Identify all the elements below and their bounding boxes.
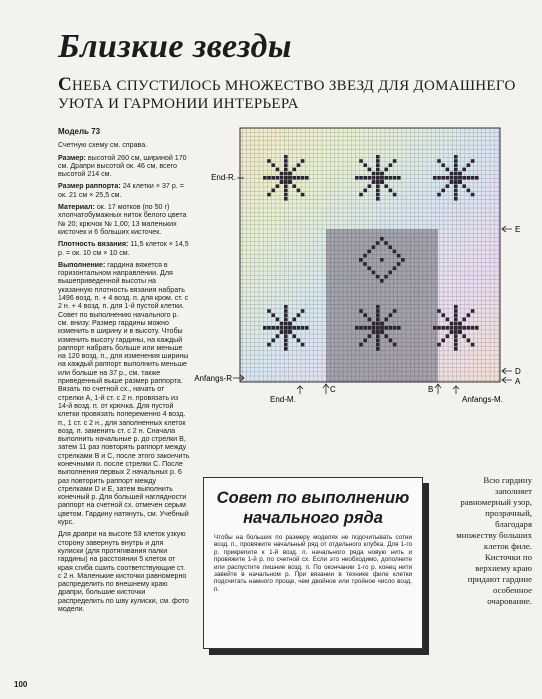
star-motif [441, 313, 445, 317]
star-motif [301, 176, 305, 180]
star-motif [376, 309, 380, 313]
star-motif [462, 318, 466, 322]
star-motif [271, 313, 275, 317]
star-motif [301, 326, 305, 330]
star-motif [462, 326, 466, 330]
star-motif [454, 334, 458, 338]
star-motif [450, 326, 454, 330]
star-motif [376, 313, 380, 317]
star-motif [380, 330, 384, 334]
repeat-grid [326, 229, 438, 382]
star-motif [384, 184, 388, 188]
star-motif [363, 339, 367, 343]
diamond-motif [372, 271, 376, 275]
star-motif [271, 189, 275, 193]
star-motif [284, 193, 288, 197]
repeat-size-paragraph [58, 182, 190, 199]
star-motif [475, 326, 479, 330]
label-anfangs-m: Anfangs-M. [462, 395, 503, 404]
star-motif [454, 168, 458, 172]
star-motif [305, 326, 309, 330]
star-motif [292, 168, 296, 172]
star-motif [376, 197, 380, 201]
instructions-column [58, 128, 190, 617]
star-motif [475, 176, 479, 180]
star-motif [454, 197, 458, 201]
star-motif [284, 347, 288, 351]
star-motif [288, 172, 292, 176]
star-motif [454, 176, 458, 180]
star-motif [271, 176, 275, 180]
label-end-r: End-R. [211, 173, 236, 182]
star-motif [384, 318, 388, 322]
star-motif [372, 176, 376, 180]
star-motif [437, 176, 441, 180]
star-motif [393, 159, 397, 163]
star-motif [462, 168, 466, 172]
star-motif [372, 180, 376, 184]
star-motif [454, 172, 458, 176]
star-motif [284, 180, 288, 184]
star-motif [454, 155, 458, 159]
size-paragraph [58, 154, 190, 179]
label-d: D [515, 367, 521, 376]
star-motif [288, 330, 292, 334]
star-motif [284, 172, 288, 176]
star-motif [450, 322, 454, 326]
diamond-motif [367, 266, 371, 270]
star-motif [276, 326, 280, 330]
star-motif [446, 334, 450, 338]
star-motif [441, 189, 445, 193]
star-motif [437, 343, 441, 347]
star-motif [288, 176, 292, 180]
star-motif [393, 309, 397, 313]
gauge-text: 11,5 клеток × 14,5 р. = ок. 10 см × 10 см. [58, 240, 189, 257]
star-motif [437, 309, 441, 313]
star-motif [280, 330, 284, 334]
arrow-anfangs-m [453, 386, 459, 394]
star-motif [441, 326, 445, 330]
star-motif [292, 184, 296, 188]
star-motif [280, 180, 284, 184]
star-motif [441, 176, 445, 180]
star-motif [288, 322, 292, 326]
star-motif [363, 176, 367, 180]
photo-caption: Всю гардину заполняет равномерный узор, прозрачный, благодаря множеству больших клеток филе. Кисточки по верхнему краю придают гардине особенное очарование. [456, 475, 532, 606]
star-motif [376, 334, 380, 338]
material-paragraph [58, 203, 190, 236]
page-number: 100 [14, 680, 28, 689]
arrow-a [502, 377, 512, 383]
star-motif [280, 176, 284, 180]
star-motif [393, 326, 397, 330]
label-b: B [428, 385, 434, 394]
star-motif [284, 168, 288, 172]
star-motif [297, 176, 301, 180]
star-motif [292, 334, 296, 338]
star-motif [450, 172, 454, 176]
star-motif [276, 176, 280, 180]
star-motif [446, 168, 450, 172]
diamond-motif [363, 254, 367, 258]
star-motif [462, 176, 466, 180]
execution-text: гардина вяжется в горизонтальном направлении. Для вышеприведенной высоты на указанную плотность вязания набрать 1496 возд. п. + 4 возд. п. для кром. ст. с 2 н. + 4 возд. п. для 1-й пустой клетки. Совет по выполнению начального р. см. внизу. Размер гардины можно изменить в ширину и в высоту. Чтобы изменить высоту гардины, на каждый раппорт набрать больше или меньше на 120 возд. п., для изменения ширины на каждый раппорт выполнить меньше или больше на 37 р., см. также приведенный выше размер раппорта. Вязать по счетной сх., начать от стрелки A, 1-й ст. с 2 н. провязать из 14-й возд. п. от крючка. Для пустой клетки провязать попеременно 4 возд. п., 1 ст. с 2 н., для заполненных клеток возд. п. заменить ст. с 2 н. Сначала выполнить начальные р. до стрелки B, затем 11 раз повторять раппорт между стрелками B и C, после этого закончить конечными п. после стрелки C. После выполнения первых 2 начальных р. 6 раз повторить раппорт между стрелками D и E, затем выполнить конечный р. Для большей наглядности раппорт на счетной сх. отмечен серым цветом. Гардину натянуть, см. Учебный курс. [58, 260, 190, 527]
star-motif [284, 339, 288, 343]
star-motif [301, 343, 305, 347]
star-motif [384, 176, 388, 180]
diamond-motif [380, 279, 384, 283]
star-motif [446, 326, 450, 330]
star-motif [284, 313, 288, 317]
star-motif [297, 189, 301, 193]
star-motif [372, 326, 376, 330]
star-motif [433, 326, 437, 330]
star-motif [284, 305, 288, 309]
star-motif [454, 343, 458, 347]
repeat-size-label: Размер раппорта: [58, 182, 121, 191]
star-motif [368, 326, 372, 330]
star-motif [376, 172, 380, 176]
star-motif [471, 309, 475, 313]
star-motif [437, 193, 441, 197]
star-motif [292, 318, 296, 322]
star-motif [376, 318, 380, 322]
model-number: Модель 73 [58, 127, 101, 136]
star-motif [433, 176, 437, 180]
material-text: ок. 17 мотков (по 50 г) хлопчатобумажных ниток белого цвета № 20; крючок № 1,00; 13 маленьких кисточек и 6 больших кисточек. [58, 203, 187, 236]
diamond-motif [388, 245, 392, 249]
diamond-motif [397, 262, 401, 266]
star-motif [458, 330, 462, 334]
star-motif [454, 330, 458, 334]
star-motif [276, 184, 280, 188]
star-motif [301, 159, 305, 163]
star-motif [376, 176, 380, 180]
star-motif [380, 172, 384, 176]
star-motif [280, 326, 284, 330]
label-e: E [515, 225, 521, 234]
gauge-paragraph [58, 240, 190, 257]
star-motif [363, 326, 367, 330]
star-motif [471, 326, 475, 330]
diamond-motif [376, 275, 380, 279]
star-motif [441, 339, 445, 343]
star-motif [397, 326, 401, 330]
star-motif [301, 193, 305, 197]
star-motif [437, 159, 441, 163]
page-title: Близкие звезды [58, 28, 292, 65]
star-motif [458, 322, 462, 326]
star-motif [284, 309, 288, 313]
star-motif [446, 176, 450, 180]
diamond-motif [388, 271, 392, 275]
star-motif [376, 184, 380, 188]
diamond-motif [384, 241, 388, 245]
star-motif [446, 184, 450, 188]
star-motif [454, 305, 458, 309]
drapery-paragraph: Для драпри на высоте 53 клеток узкую сторону завернуть внутрь и для кулиски (для протягивания палки гардины) на расстоянии 5 клеток от края сгиба сшить соответствующие ст. с 2 н. Маленькие кисточки равномерно распределить по внешнему краю драпри, большие кисточки распределить по шву кулиски, см. фото модели. [58, 530, 189, 614]
diamond-motif [367, 250, 371, 254]
star-motif [305, 176, 309, 180]
star-motif [284, 176, 288, 180]
star-motif [288, 326, 292, 330]
star-motif [368, 168, 372, 172]
star-motif [393, 193, 397, 197]
arrow-end-m [297, 386, 303, 394]
star-motif [297, 326, 301, 330]
star-motif [441, 163, 445, 167]
star-motif [462, 184, 466, 188]
diamond-motif [359, 258, 363, 262]
star-motif [284, 197, 288, 201]
star-motif [471, 159, 475, 163]
star-motif [467, 189, 471, 193]
star-motif [454, 189, 458, 193]
star-motif [267, 309, 271, 313]
chart-reference: Счетную схему см. справа. [58, 141, 148, 150]
star-motif [284, 318, 288, 322]
size-text: высотой 260 см, шириной 170 см. Драпри высотой ок. 46 см, всего высотой 214 см. [58, 153, 187, 179]
star-motif [276, 318, 280, 322]
subtitle-initial: С [58, 74, 73, 95]
star-motif [467, 163, 471, 167]
star-motif [471, 343, 475, 347]
filet-chart-svg [194, 128, 530, 408]
star-motif [454, 326, 458, 330]
star-motif [284, 322, 288, 326]
star-motif [284, 184, 288, 188]
diamond-motif [384, 275, 388, 279]
diamond-motif [376, 241, 380, 245]
star-motif [471, 193, 475, 197]
diamond-motif [401, 258, 405, 262]
star-motif [301, 309, 305, 313]
star-motif [280, 322, 284, 326]
star-motif [454, 309, 458, 313]
arrow-e [502, 226, 512, 232]
filet-chart [194, 128, 530, 408]
subtitle [58, 76, 528, 113]
star-motif [376, 326, 380, 330]
diamond-motif [397, 254, 401, 258]
tip-box [203, 477, 423, 649]
size-label: Размер: [58, 153, 86, 162]
star-motif [284, 334, 288, 338]
star-motif [297, 163, 301, 167]
star-motif [389, 176, 393, 180]
star-motif [292, 326, 296, 330]
tip-text: Чтобы на больших по размеру моделях не подсчитывать сотни возд. п., провяжите начальный ряд от отдельного клубка. Для 1-го р. прикрепите к 1-й возд. п. начального ряда новую нить и провяжите 1-й р. по счетной сх. Если это необходимо, дополните или распустите лишние возд. п. По окончании 1-го р. конец нити завейте в начальном р. При вязании в технике филе клетки подсчитать намного проще, чем двойное или тройное число возд. п. [214, 534, 412, 593]
star-motif [359, 343, 363, 347]
execution-paragraph [58, 261, 190, 527]
star-motif [467, 176, 471, 180]
star-motif [376, 305, 380, 309]
star-motif [450, 180, 454, 184]
star-motif [284, 343, 288, 347]
gauge-label: Плотность вязания: [58, 240, 129, 249]
star-motif [446, 318, 450, 322]
star-motif [284, 326, 288, 330]
star-motif [454, 184, 458, 188]
star-motif [454, 318, 458, 322]
star-motif [454, 313, 458, 317]
material-label: Материал: [58, 203, 95, 212]
star-motif [467, 313, 471, 317]
star-motif [376, 155, 380, 159]
star-motif [372, 330, 376, 334]
arrow-c [323, 384, 329, 394]
star-motif [359, 176, 363, 180]
star-motif [397, 176, 401, 180]
execution-label: Выполнение: [58, 260, 106, 269]
star-motif [454, 322, 458, 326]
star-motif [280, 172, 284, 176]
star-motif [363, 163, 367, 167]
star-motif [467, 339, 471, 343]
star-motif [368, 334, 372, 338]
star-motif [376, 180, 380, 184]
star-motif [389, 339, 393, 343]
star-motif [458, 176, 462, 180]
star-motif [462, 334, 466, 338]
star-motif [376, 163, 380, 167]
star-motif [454, 193, 458, 197]
star-motif [271, 339, 275, 343]
star-motif [284, 330, 288, 334]
star-motif [389, 326, 393, 330]
star-motif [454, 159, 458, 163]
star-motif [376, 322, 380, 326]
star-motif [376, 330, 380, 334]
star-motif [376, 343, 380, 347]
star-motif [355, 176, 359, 180]
star-motif [454, 180, 458, 184]
star-motif [267, 326, 271, 330]
star-motif [384, 334, 388, 338]
label-c: C [330, 385, 336, 394]
star-motif [380, 176, 384, 180]
repeat-size-text: 24 клетки × 37 р. = ок. 21 см × 25,5 см. [58, 182, 184, 199]
star-motif [376, 189, 380, 193]
star-motif [271, 163, 275, 167]
star-motif [458, 326, 462, 330]
star-motif [284, 163, 288, 167]
diamond-motif [363, 262, 367, 266]
star-motif [263, 326, 267, 330]
star-motif [450, 176, 454, 180]
star-motif [471, 176, 475, 180]
star-motif [368, 318, 372, 322]
star-motif [458, 172, 462, 176]
star-motif [376, 168, 380, 172]
star-motif [363, 189, 367, 193]
star-motif [467, 326, 471, 330]
subtitle-text: НЕБА СПУСТИЛОСЬ МНОЖЕСТВО ЗВЕЗД ДЛЯ ДОМАШНЕГО УЮТА И ГАРМОНИИ ИНТЕРЬЕРА [58, 78, 516, 112]
label-a: A [515, 377, 521, 386]
star-motif [284, 189, 288, 193]
arrow-d [502, 368, 512, 374]
star-motif [384, 326, 388, 330]
diamond-motif [380, 237, 384, 241]
star-motif [376, 193, 380, 197]
star-motif [450, 330, 454, 334]
label-anfangs-r: Anfangs-R [194, 374, 232, 383]
star-motif [389, 189, 393, 193]
star-motif [393, 176, 397, 180]
star-motif [458, 180, 462, 184]
star-motif [288, 180, 292, 184]
star-motif [359, 159, 363, 163]
star-motif [372, 172, 376, 176]
diamond-motif [393, 266, 397, 270]
star-motif [368, 184, 372, 188]
star-motif [380, 322, 384, 326]
star-motif [363, 313, 367, 317]
star-motif [454, 339, 458, 343]
star-motif [437, 326, 441, 330]
star-motif [454, 347, 458, 351]
star-motif [372, 322, 376, 326]
star-motif [380, 326, 384, 330]
diamond-motif [372, 245, 376, 249]
star-motif [292, 176, 296, 180]
star-motif [376, 339, 380, 343]
star-motif [384, 168, 388, 172]
star-motif [276, 168, 280, 172]
star-motif [267, 343, 271, 347]
star-motif [271, 326, 275, 330]
star-motif [376, 159, 380, 163]
tip-title: Совет по выполнению начального ряда [216, 489, 410, 527]
star-motif [284, 159, 288, 163]
star-motif [359, 326, 363, 330]
star-motif [359, 309, 363, 313]
star-motif [276, 334, 280, 338]
star-motif [263, 176, 267, 180]
star-motif [267, 159, 271, 163]
diamond-motif [380, 258, 384, 262]
star-motif [393, 343, 397, 347]
star-motif [359, 193, 363, 197]
label-end-m: End-M. [270, 395, 296, 404]
star-motif [389, 163, 393, 167]
diamond-motif [393, 250, 397, 254]
star-motif [355, 326, 359, 330]
star-motif [267, 193, 271, 197]
star-motif [297, 339, 301, 343]
star-motif [368, 176, 372, 180]
star-motif [376, 347, 380, 351]
star-motif [267, 176, 271, 180]
star-motif [380, 180, 384, 184]
star-motif [284, 155, 288, 159]
star-motif [454, 163, 458, 167]
arrow-b [435, 384, 441, 394]
star-motif [297, 313, 301, 317]
star-motif [389, 313, 393, 317]
